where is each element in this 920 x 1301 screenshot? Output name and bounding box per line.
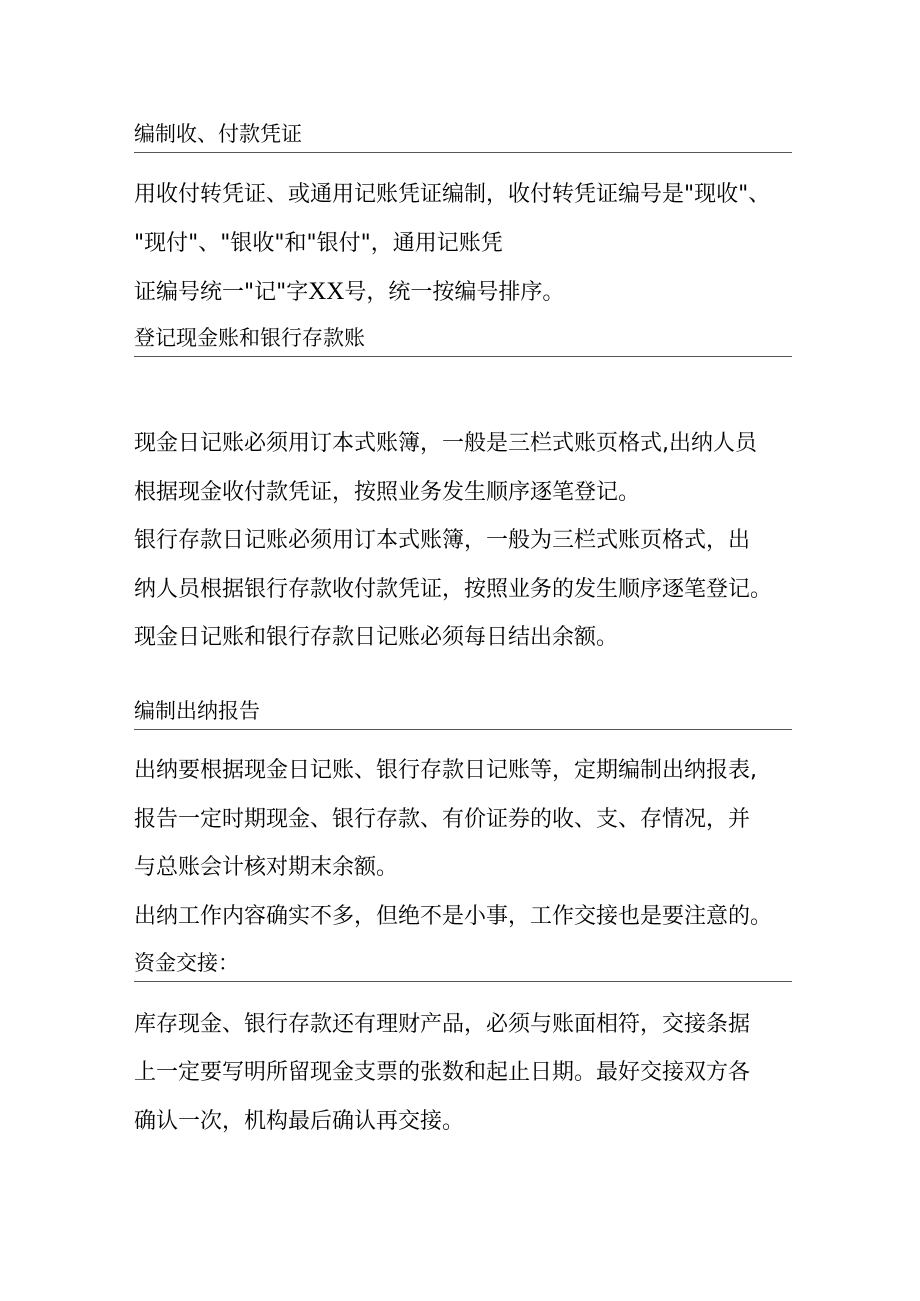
paragraph-line: 根据现金收付款凭证，按照业务发生顺序逐笔登记。 — [134, 480, 641, 505]
text-segment: 证编号统一"记"字 — [134, 280, 309, 305]
paragraph-line: 银行存款日记账必须用订本式账簿，一般为三栏式账页格式，出 — [134, 528, 751, 553]
paragraph-line: 出纳工作内容确实不多，但绝不是小事，工作交接也是要注意的。 — [134, 904, 773, 929]
paragraph-line: 现金日记账必须用订本式账簿，一般是三栏式账页格式,出纳人员 — [134, 431, 757, 456]
paragraph-line: 出纳要根据现金日记账、银行存款日记账等，定期编制出纳报表, — [134, 758, 757, 783]
text-segment: 号，统一按编号排序。 — [344, 280, 565, 305]
section-heading-vouchers: 编制收、付款凭证 — [134, 120, 792, 153]
paragraph-line: "现付"、"银收"和"银付"，通用记账凭 — [134, 231, 503, 256]
paragraph-line: 报告一定时期现金、银行存款、有价证券的收、支、存情况，并 — [134, 807, 751, 832]
section-heading-fund-handover: 资金交接： — [134, 949, 792, 982]
paragraph-line: 现金日记账和银行存款日记账必须每日结出余额。 — [134, 625, 619, 650]
paragraph-line — [134, 277, 564, 308]
paragraph-line: 纳人员根据银行存款收付款凭证，按照业务的发生顺序逐笔登记。 — [134, 577, 773, 602]
paragraph-line: 用收付转凭证、或通用记账凭证编制，收付转凭证编号是"现收"、 — [134, 182, 771, 207]
paragraph-line: 库存现金、银行存款还有理财产品，必须与账面相符，交接条据 — [134, 1012, 751, 1037]
paragraph-line: 上一定要写明所留现金支票的张数和起止日期。最好交接双方各 — [134, 1060, 751, 1085]
text-segment-xx: XX — [308, 278, 345, 305]
paragraph-line: 确认一次，机构最后确认再交接。 — [134, 1109, 465, 1134]
section-heading-cashier-report: 编制出纳报告 — [134, 697, 792, 730]
section-heading-ledgers: 登记现金账和银行存款账 — [134, 324, 792, 357]
paragraph-line: 与总账会计核对期末余额。 — [134, 855, 399, 880]
